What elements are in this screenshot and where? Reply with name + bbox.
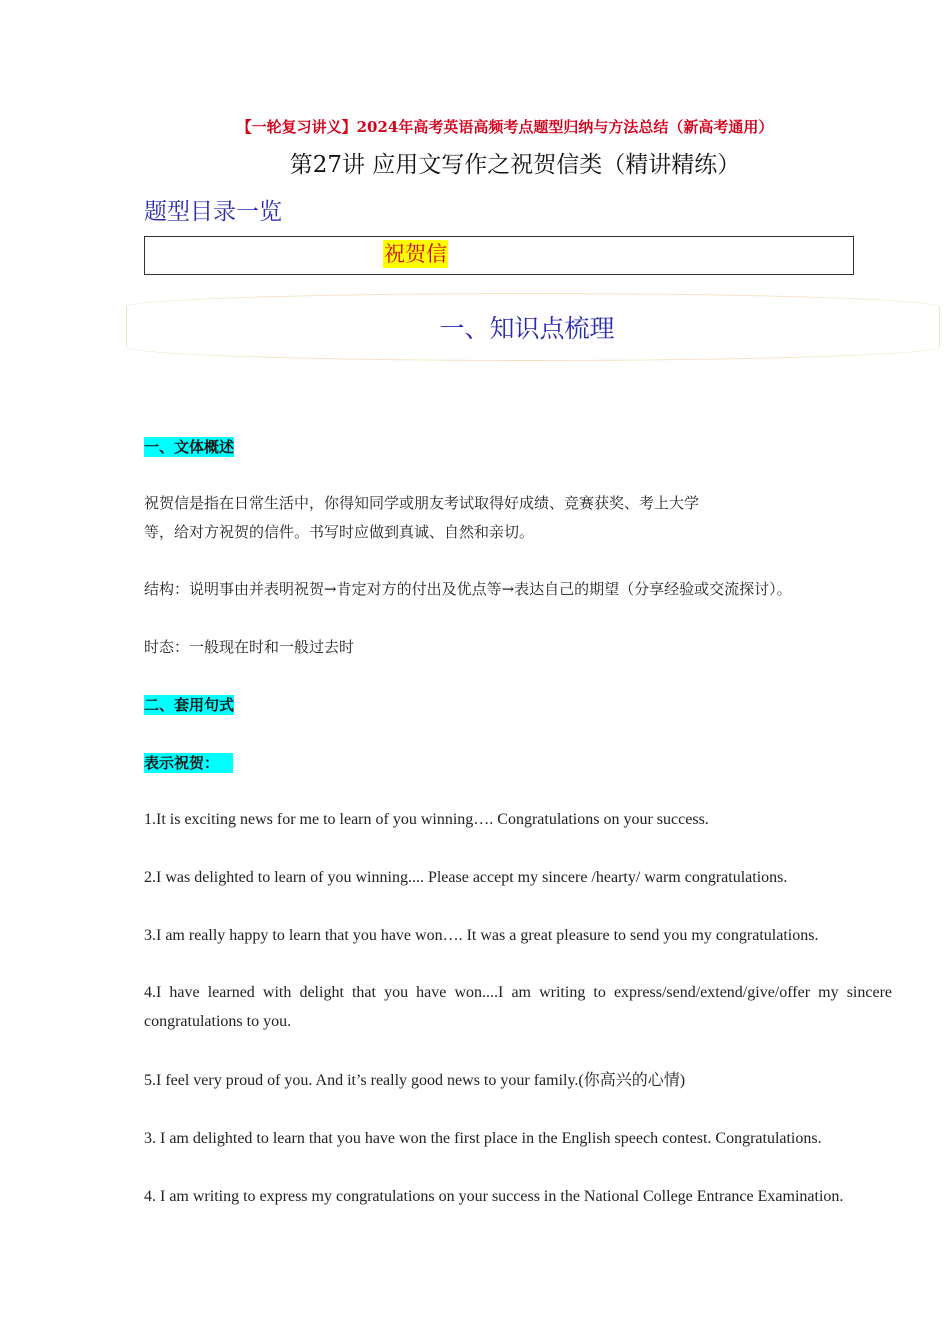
section1-heading: 一、文体概述 (144, 438, 235, 456)
sentence-4: 4.I have learned with delight that you have won....I am writing to express/send/extend/give/offer my sincere congratulations to you. (144, 984, 892, 1030)
definition-line-2: 等，给对方祝贺的信件。书写时应做到真诚、自然和亲切。 (144, 523, 535, 541)
section2-heading: 二、套用句式 (144, 696, 235, 714)
toc-heading: 题型目录一览 (144, 199, 282, 225)
series-title: 【一轮复习讲义】2024年高考英语高频考点题型归纳与方法总结（新高考通用） (236, 118, 774, 136)
banner-title (127, 309, 939, 345)
sentence-1: 1.It is exciting news for me to learn of you winning…. Congratulations on your success. (144, 811, 709, 828)
toc-item-congratulation-letter[interactable]: 祝贺信 (384, 242, 447, 266)
banner-title-text: 一、知识点梳理 (439, 314, 615, 343)
section-banner (126, 293, 940, 361)
subheading-wrap (144, 752, 233, 773)
sentence-2: 2.I was delighted to learn of you winning.... Please accept my sincere /hearty/ warm congratulations. (144, 869, 788, 886)
tense-text: 时态：一般现在时和一般过去时 (144, 638, 355, 656)
structure-text: 结构：说明事由并表明祝贺→肯定对方的付出及优点等→表达自己的期望（分享经验或交流探讨）。 (144, 580, 792, 598)
section2-heading-wrap (144, 694, 234, 715)
lecture-title: 第27讲 应用文写作之祝贺信类（精讲精练） (289, 152, 741, 178)
sentence-6: 3. I am delighted to learn that you have won the first place in the English speech contest. Congratulations. (144, 1130, 822, 1147)
sentence-7: 4. I am writing to express my congratulations on your success in the National College Entrance Examination. (144, 1188, 844, 1205)
sentence-5: 5.I feel very proud of you. And it’s really good news to your family.(你高兴的心情) (144, 1072, 686, 1089)
toc-box (144, 236, 854, 275)
section1-heading-wrap (144, 436, 234, 457)
sentence-3: 3.I am really happy to learn that you have won…. It was a great pleasure to send you my congratulations. (144, 927, 819, 944)
congratulation-subheading: 表示祝贺： (144, 753, 233, 773)
definition-line-1: 祝贺信是指在日常生活中，你得知同学或朋友考试取得好成绩、竞赛获奖、考上大学 (144, 494, 700, 512)
